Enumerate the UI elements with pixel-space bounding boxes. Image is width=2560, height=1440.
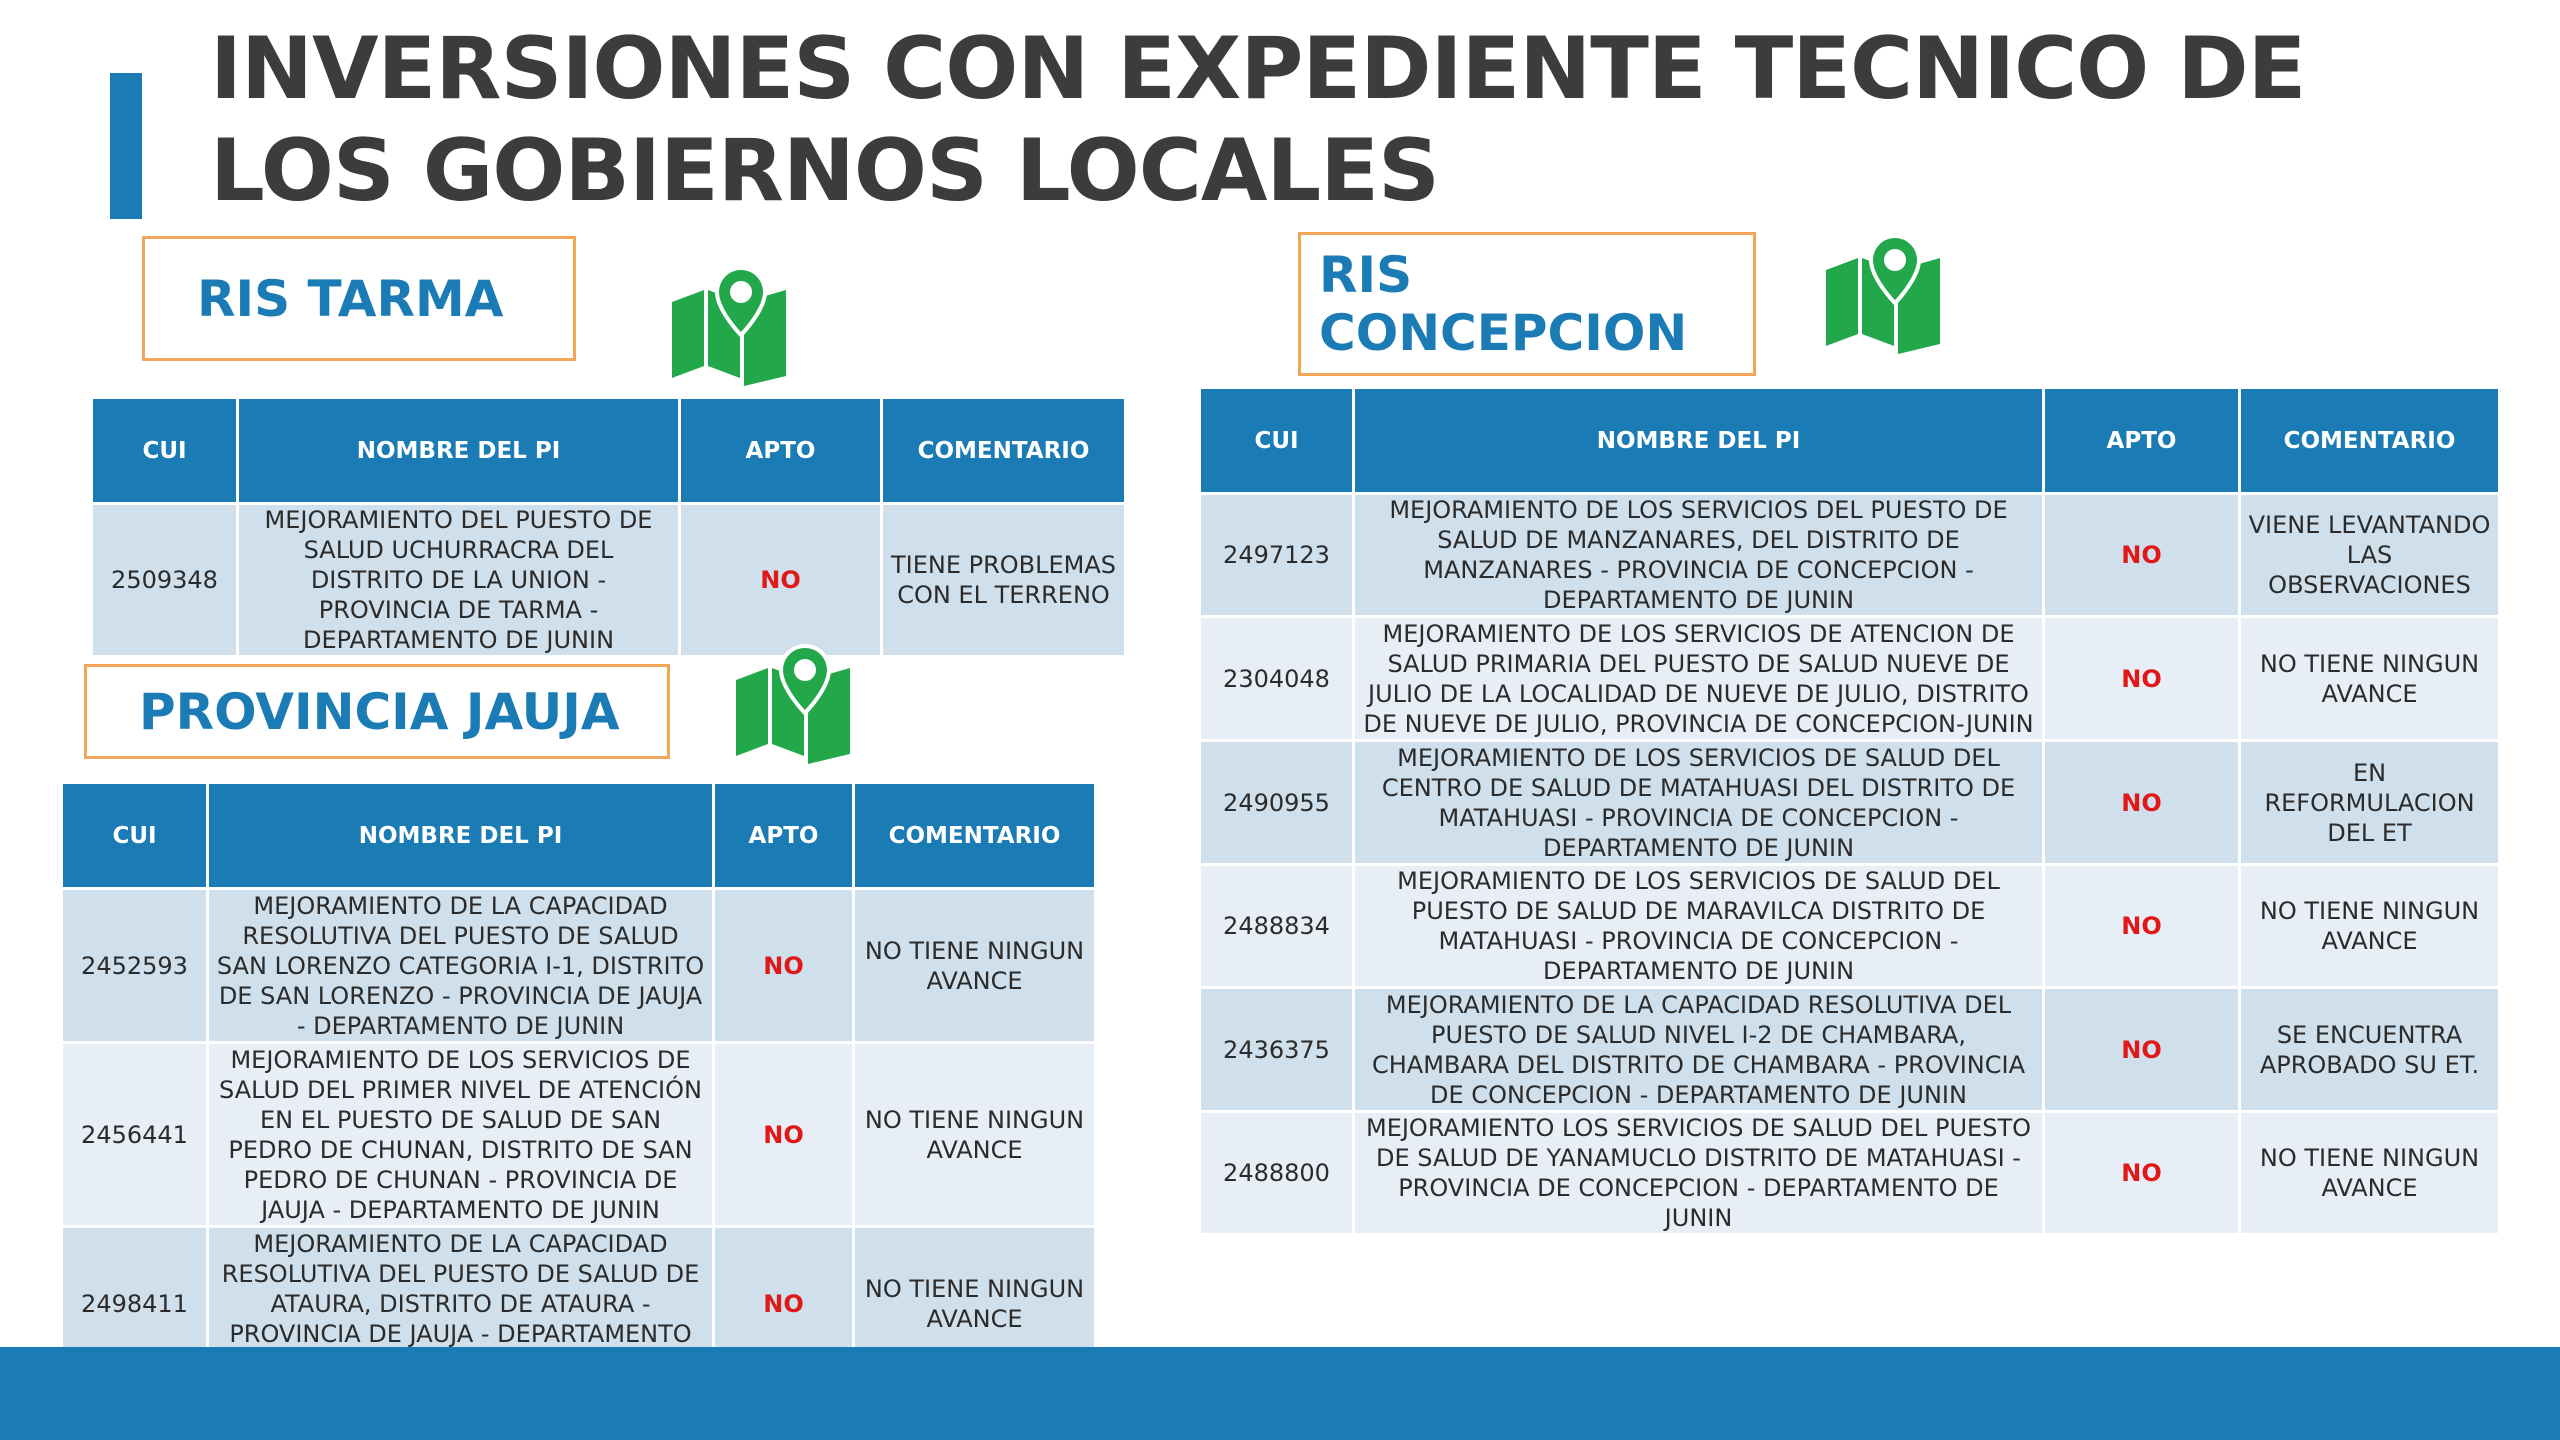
cell-cui: 2497123 — [1200, 494, 1354, 617]
cell-apto: NO — [680, 504, 882, 657]
map-pin-icon — [1822, 230, 1946, 356]
cell-nombre: MEJORAMIENTO DE LA CAPACIDAD RESOLUTIVA DEL PUESTO DE SALUD SAN LORENZO CATEGORIA I-1, DISTRITO DE SAN LORENZO - PROVINCIA DE JAUJA - DEPARTAMENTO DE JUNIN — [208, 889, 714, 1043]
col-header-comentario: COMENTARIO — [2240, 388, 2500, 494]
cell-cui: 2452593 — [62, 889, 208, 1043]
cell-apto: NO — [2044, 617, 2240, 741]
col-header-apto: APTO — [680, 398, 882, 504]
col-header-cui: CUI — [92, 398, 238, 504]
cell-comentario: NO TIENE NINGUN AVANCE — [854, 1043, 1096, 1227]
cell-cui: 2498411 — [62, 1227, 208, 1381]
cell-apto: NO — [714, 889, 854, 1043]
cell-nombre: MEJORAMIENTO DE LOS SERVICIOS DE ATENCION DE SALUD PRIMARIA DEL PUESTO DE SALUD NUEVE DE JULIO DE LA LOCALIDAD DE NUEVE DE JULIO, DISTRITO DE NUEVE DE JULIO, PROVINCIA DE CONCEPCION-JUNIN — [1354, 617, 2044, 741]
table-row — [62, 889, 1096, 1043]
table-row — [1200, 494, 2500, 617]
cell-comentario: VIENE LEVANTANDO LAS OBSERVACIONES — [2240, 494, 2500, 617]
cell-apto: NO — [2044, 494, 2240, 617]
section-label-ris-concepcion — [1298, 232, 1756, 376]
col-header-nombre: NOMBRE DEL PI — [208, 783, 714, 889]
table-row — [92, 504, 1126, 657]
cell-comentario: EN REFORMULACION DEL ET — [2240, 741, 2500, 865]
cell-apto: NO — [2044, 1112, 2240, 1235]
cell-nombre: MEJORAMIENTO DE LOS SERVICIOS DE SALUD DEL PRIMER NIVEL DE ATENCIÓN EN EL PUESTO DE SALUD DE SAN PEDRO DE CHUNAN, DISTRITO DE SAN PEDRO DE CHUNAN - PROVINCIA DE JAUJA - DEPARTAMENTO DE JUNIN — [208, 1043, 714, 1227]
map-pin-icon — [732, 640, 856, 766]
cell-apto: NO — [2044, 988, 2240, 1112]
table-row — [1200, 617, 2500, 741]
section-label-ris-tarma — [142, 236, 576, 361]
cell-apto: NO — [714, 1227, 854, 1381]
section-label-provincia-jauja — [84, 664, 670, 759]
col-header-apto: APTO — [2044, 388, 2240, 494]
table-row — [1200, 988, 2500, 1112]
cell-cui: 2488834 — [1200, 865, 1354, 988]
col-header-comentario: COMENTARIO — [882, 398, 1126, 504]
cell-comentario: NO TIENE NINGUN AVANCE — [2240, 617, 2500, 741]
table-ris-tarma — [90, 396, 1127, 658]
cell-nombre: MEJORAMIENTO DE LOS SERVICIOS DE SALUD DEL PUESTO DE SALUD DE MARAVILCA DISTRITO DE MATAHUASI - PROVINCIA DE CONCEPCION - DEPARTAMENTO DE JUNIN — [1354, 865, 2044, 988]
cell-comentario: NO TIENE NINGUN AVANCE — [854, 1227, 1096, 1381]
page-title-line-2: LOS GOBIERNOS LOCALES — [210, 121, 1439, 221]
col-header-cui: CUI — [62, 783, 208, 889]
table-provincia-jauja — [60, 781, 1097, 1382]
table-row — [1200, 865, 2500, 988]
table-ris-concepcion — [1198, 386, 2501, 1236]
cell-comentario: TIENE PROBLEMAS CON EL TERRENO — [882, 504, 1126, 657]
table-row — [1200, 741, 2500, 865]
cell-nombre: MEJORAMIENTO DE LOS SERVICIOS DEL PUESTO DE SALUD DE MANZANARES, DEL DISTRITO DE MANZANARES - PROVINCIA DE CONCEPCION - DEPARTAMENTO DE JUNIN — [1354, 494, 2044, 617]
cell-apto: NO — [714, 1043, 854, 1227]
cell-comentario: NO TIENE NINGUN AVANCE — [854, 889, 1096, 1043]
cell-nombre: MEJORAMIENTO DEL PUESTO DE SALUD UCHURRACRA DEL DISTRITO DE LA UNION - PROVINCIA DE TARMA - DEPARTAMENTO DE JUNIN — [238, 504, 680, 657]
cell-comentario: SE ENCUENTRA APROBADO SU ET. — [2240, 988, 2500, 1112]
col-header-nombre: NOMBRE DEL PI — [1354, 388, 2044, 494]
cell-comentario: NO TIENE NINGUN AVANCE — [2240, 1112, 2500, 1235]
map-pin-icon — [668, 262, 792, 388]
cell-apto: NO — [2044, 741, 2240, 865]
col-header-nombre: NOMBRE DEL PI — [238, 398, 680, 504]
cell-nombre: MEJORAMIENTO DE LOS SERVICIOS DE SALUD DEL CENTRO DE SALUD DE MATAHUASI DEL DISTRITO DE MATAHUASI - PROVINCIA DE CONCEPCION - DEPARTAMENTO DE JUNIN — [1354, 741, 2044, 865]
cell-cui: 2488800 — [1200, 1112, 1354, 1235]
cell-cui: 2304048 — [1200, 617, 1354, 741]
section-label-text: RIS CONCEPCION — [1319, 246, 1688, 362]
section-label-text: RIS TARMA — [197, 269, 504, 328]
cell-cui: 2509348 — [92, 504, 238, 657]
footer-band — [0, 1347, 2560, 1440]
table-row — [1200, 1112, 2500, 1235]
col-header-apto: APTO — [714, 783, 854, 889]
table-row — [62, 1043, 1096, 1227]
col-header-cui: CUI — [1200, 388, 1354, 494]
col-header-comentario: COMENTARIO — [854, 783, 1096, 889]
cell-cui: 2436375 — [1200, 988, 1354, 1112]
cell-nombre: MEJORAMIENTO LOS SERVICIOS DE SALUD DEL PUESTO DE SALUD DE YANAMUCLO DISTRITO DE MATAHUASI - PROVINCIA DE CONCEPCION - DEPARTAMENTO DE JUNIN — [1354, 1112, 2044, 1235]
cell-comentario: NO TIENE NINGUN AVANCE — [2240, 865, 2500, 988]
cell-nombre: MEJORAMIENTO DE LA CAPACIDAD RESOLUTIVA DEL PUESTO DE SALUD DE ATAURA, DISTRITO DE ATAURA - PROVINCIA DE JAUJA - DEPARTAMENTO — [208, 1227, 714, 1381]
page-title-line-1: INVERSIONES CON EXPEDIENTE TECNICO DE — [210, 19, 2306, 119]
cell-nombre: MEJORAMIENTO DE LA CAPACIDAD RESOLUTIVA DEL PUESTO DE SALUD NIVEL I-2 DE CHAMBARA, CHAMBARA DEL DISTRITO DE CHAMBARA - PROVINCIA DE CONCEPCION - DEPARTAMENTO DE JUNIN — [1354, 988, 2044, 1112]
cell-cui: 2456441 — [62, 1043, 208, 1227]
cell-cui: 2490955 — [1200, 741, 1354, 865]
cell-apto: NO — [2044, 865, 2240, 988]
title-accent-bar — [110, 73, 142, 219]
section-label-text: PROVINCIA JAUJA — [139, 682, 620, 741]
page-title — [210, 18, 2410, 222]
